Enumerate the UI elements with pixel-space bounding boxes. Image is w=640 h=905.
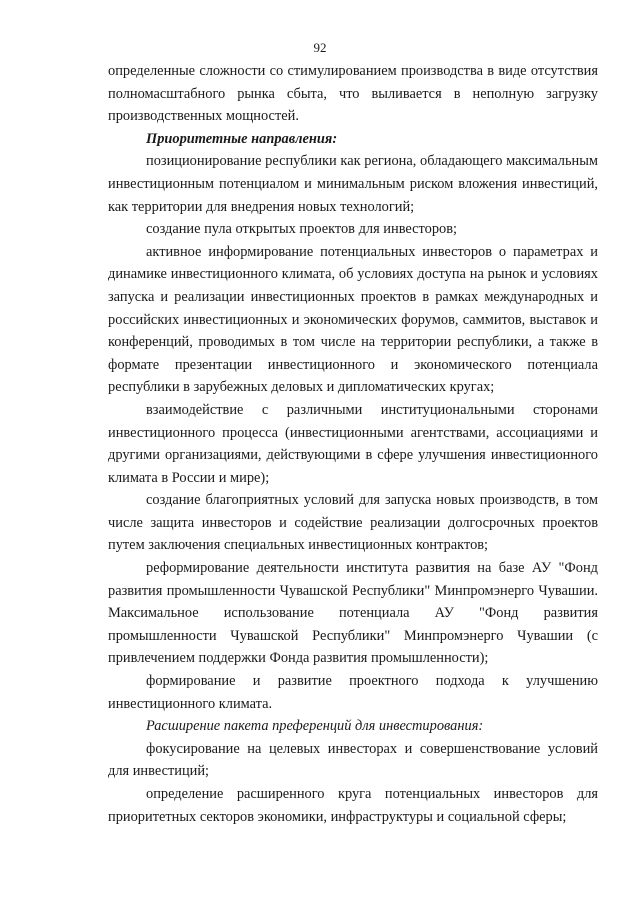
- paragraph: позиционирование республики как региона, обладающего максимальным инвестиционным потенциалом и минимальным риском вложения инвестиций, как территории для внедрения новых технологий;: [108, 153, 598, 215]
- section-heading-priorities: Приоритетные направления:: [146, 130, 338, 147]
- paragraph: активное информирование потенциальных инвесторов о параметрах и динамике инвестиционного климата, об условиях доступа на рынок и условиях запуска и реализации инвестиционных проектов в рамках международных и российских инвестиционных и экономических форумов, саммитов, выставок и конференций, проводимых в том числе на территории республики, а также в формате презентации инвестиционного и экономического потенциала республики в зарубежных деловых и дипломатических кругах;: [108, 243, 598, 396]
- paragraph: реформирование деятельности института развития на базе АУ "Фонд развития промышленности Чувашской Республики" Минпромэнерго Чувашии. Максимальное использование потенциала АУ "Фонд развития промышленности Чувашской Республики" Минпромэнерго Чувашии (с привлечением поддержки Фонда развития промышленности);: [108, 560, 598, 667]
- paragraph: определенные сложности со стимулированием производства в виде отсутствия полномасштабного рынка сбыта, что выливается в неполную загрузку производственных мощностей.: [108, 63, 598, 125]
- page-number: 92: [313, 40, 327, 55]
- paragraph: создание пула открытых проектов для инвесторов;: [146, 221, 458, 238]
- paragraph: создание благоприятных условий для запуска новых производств, в том числе защита инвесторов и содействие реализации долгосрочных проектов путем заключения специальных инвестиционных контрактов;: [108, 492, 598, 554]
- paragraph: фокусирование на целевых инвесторах и совершенствование условий для инвестиций;: [108, 740, 598, 780]
- paragraph: взаимодействие с различными институциональными сторонами инвестиционного процесса (инвестиционными агентствами, ассоциациями и другими организациями, действующими в сфере улучшения инвестиционного климата в России и мире);: [108, 401, 598, 486]
- section-heading-preferences: Расширение пакета преференций для инвестирования:: [146, 718, 484, 735]
- document-body: [108, 60, 598, 828]
- paragraph: формирование и развитие проектного подхода к улучшению инвестиционного климата.: [108, 673, 598, 712]
- paragraph: определение расширенного круга потенциальных инвесторов для приоритетных секторов экономики, инфраструктуры и социальной сферы;: [108, 786, 598, 825]
